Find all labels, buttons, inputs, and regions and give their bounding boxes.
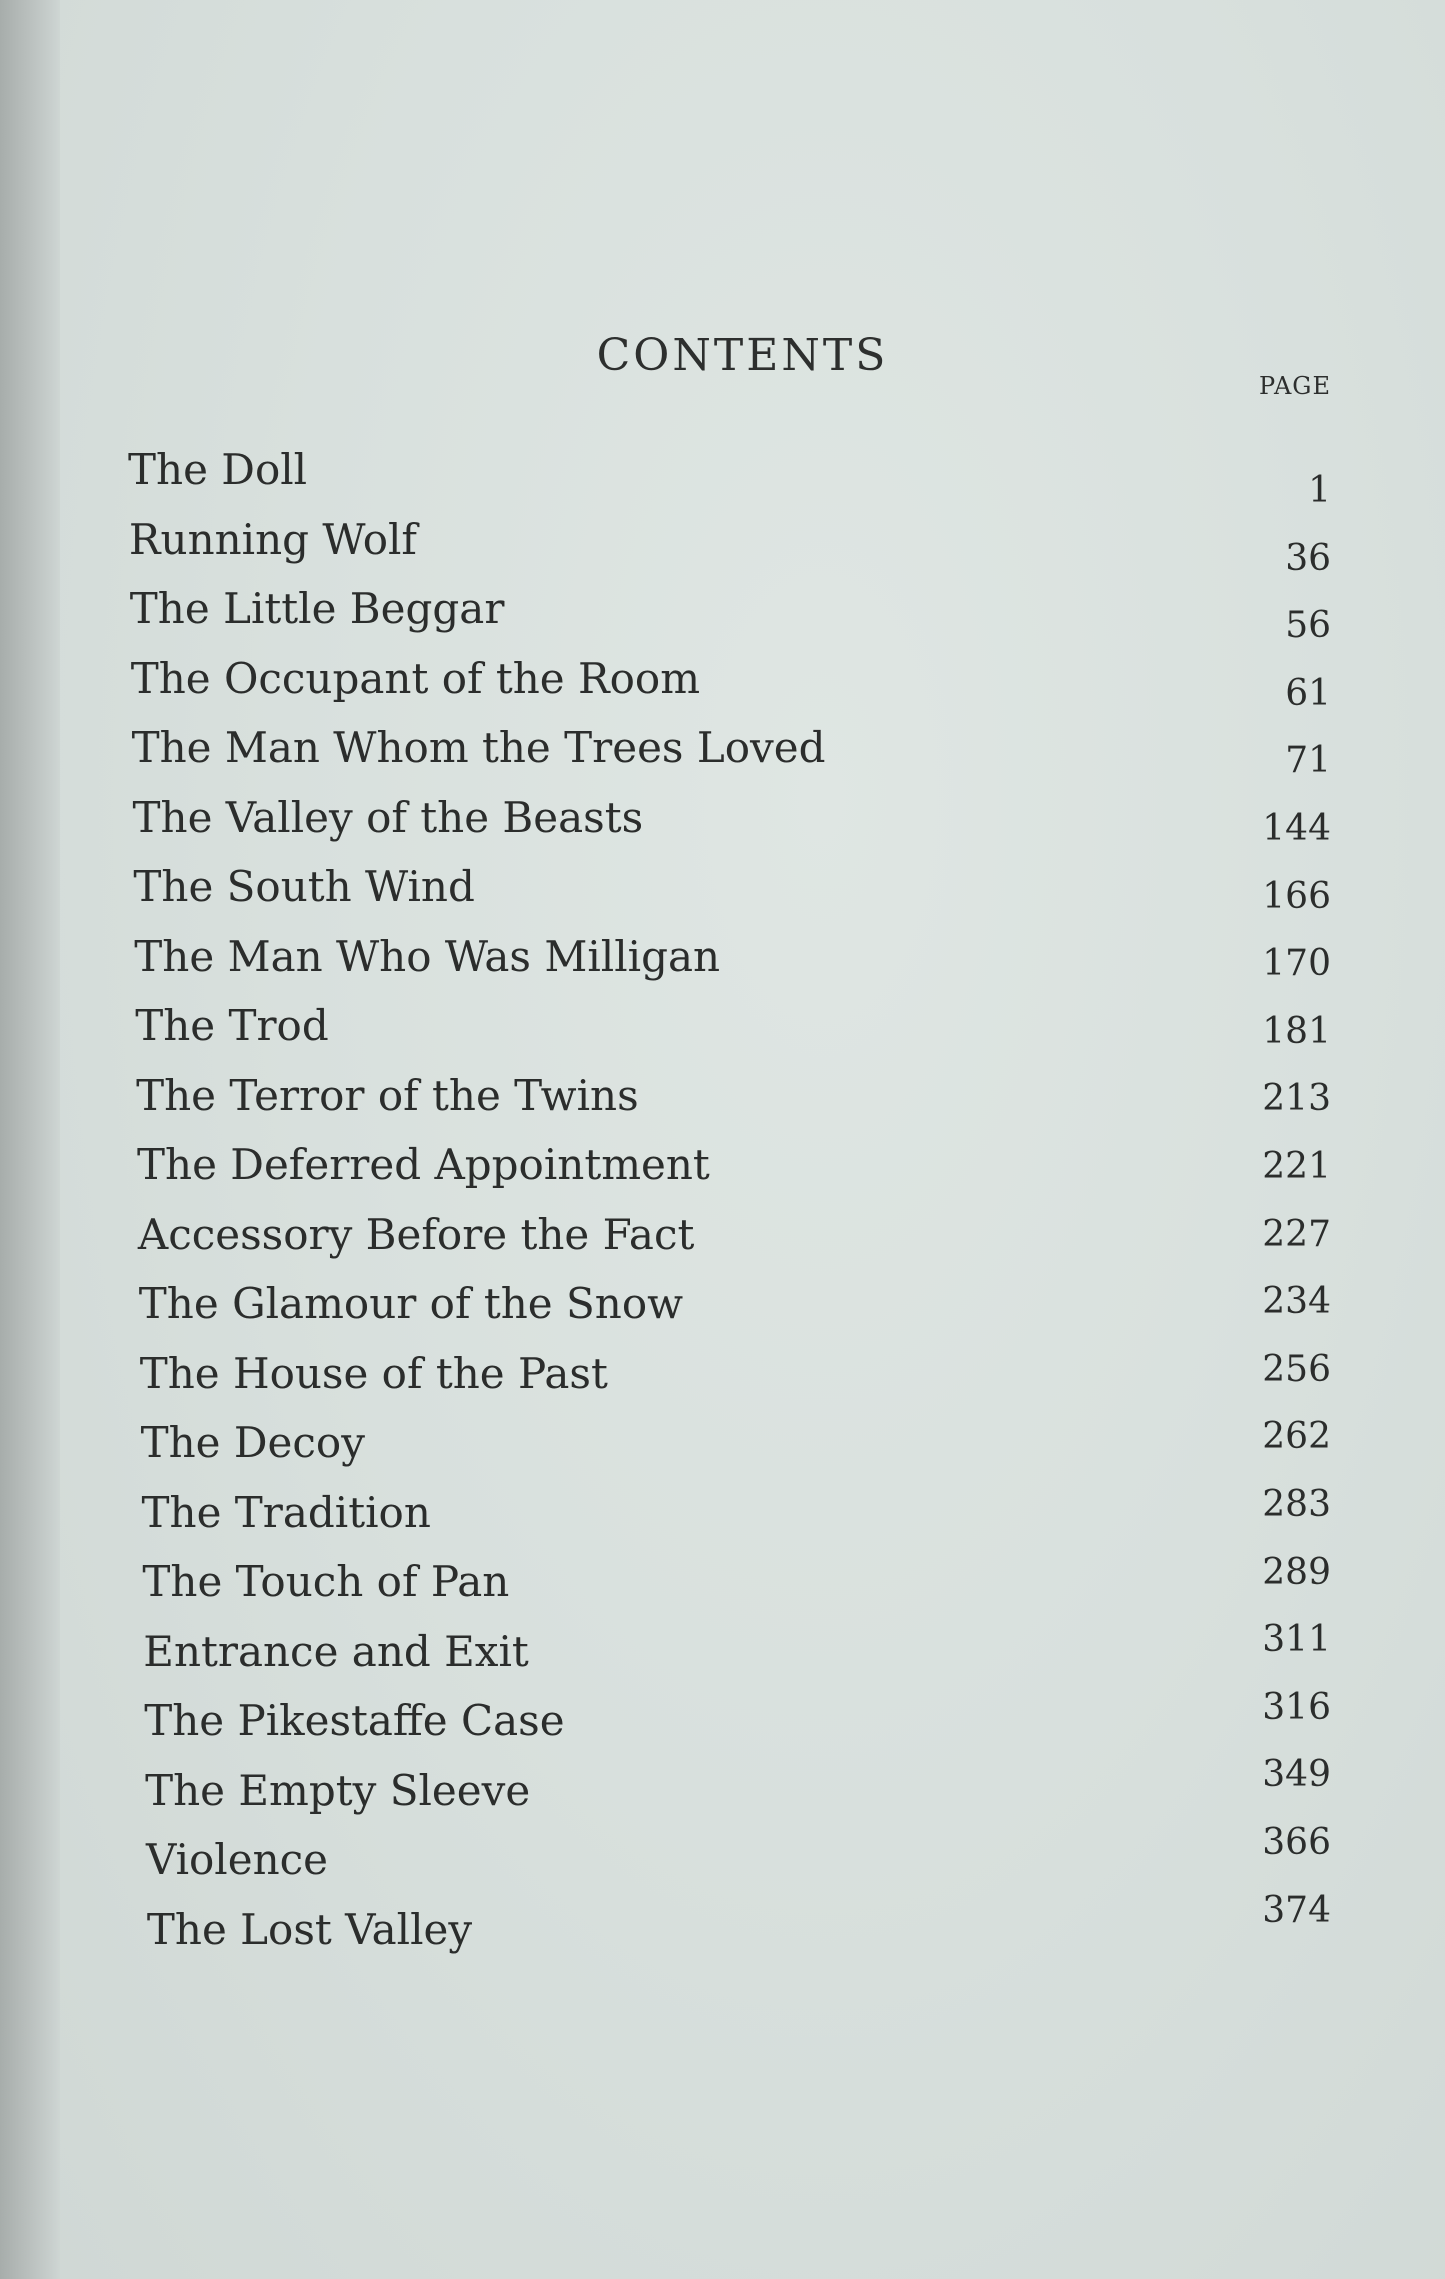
entry-page-number: 256	[1262, 1348, 1331, 1390]
entry-page-number: 227	[1262, 1213, 1331, 1255]
entry-page-number: 36	[1285, 537, 1331, 579]
entry-title: The Tradition	[141, 1487, 431, 1537]
entry-title: Running Wolf	[128, 514, 417, 564]
entry-title: The Glamour of the Snow	[138, 1279, 684, 1328]
entry-page-number: 283	[1262, 1484, 1331, 1525]
entry-title: The Doll	[128, 445, 308, 494]
entry-page-number: 262	[1262, 1416, 1331, 1458]
entry-page-number: 1	[1308, 470, 1331, 511]
entry-page-number: 181	[1262, 1010, 1331, 1052]
entry-page-number: 166	[1262, 875, 1331, 917]
entry-title: The Valley of the Beasts	[132, 792, 644, 842]
entry-title: The House of the Past	[139, 1348, 608, 1398]
entry-title: The Pikestaffe Case	[144, 1696, 565, 1745]
entry-title: The Terror of the Twins	[136, 1070, 639, 1120]
entry-title: The Deferred Appointment	[137, 1140, 710, 1189]
entry-title: Violence	[146, 1835, 329, 1884]
entry-page-number: 170	[1262, 943, 1331, 985]
entry-title: Entrance and Exit	[143, 1626, 529, 1676]
entry-page-number: 61	[1285, 672, 1331, 714]
entry-page-number: 234	[1262, 1281, 1331, 1323]
entry-title: The Decoy	[140, 1418, 365, 1467]
entry-page-number: 221	[1262, 1146, 1331, 1187]
entry-title: The Lost Valley	[146, 1904, 473, 1954]
entry-page-number: 213	[1262, 1078, 1331, 1120]
entry-title: The Trod	[135, 1001, 329, 1050]
contents-heading: CONTENTS	[596, 330, 889, 381]
entry-page-number: 311	[1262, 1619, 1331, 1661]
entry-title: The Touch of Pan	[142, 1557, 510, 1606]
page-column-label: PAGE	[1259, 372, 1331, 400]
entry-page-number: 374	[1262, 1889, 1331, 1931]
entry-title: Accessory Before the Fact	[137, 1209, 695, 1259]
entry-page-number: 144	[1262, 808, 1331, 849]
entry-title: The Man Whom the Trees Loved	[131, 723, 826, 772]
entry-page-number: 56	[1285, 605, 1331, 647]
entry-page-number: 366	[1262, 1822, 1331, 1863]
entry-title: The Little Beggar	[129, 584, 505, 633]
entry-title: The Man Who Was Milligan	[134, 931, 721, 981]
entry-title: The Empty Sleeve	[145, 1765, 531, 1815]
entry-page-number: 289	[1262, 1551, 1331, 1593]
entry-page-number: 349	[1262, 1754, 1331, 1796]
entry-page-number: 71	[1285, 740, 1331, 782]
entry-title: The South Wind	[133, 862, 475, 911]
entry-title: The Occupant of the Room	[130, 653, 701, 703]
entry-page-number: 316	[1262, 1686, 1331, 1728]
